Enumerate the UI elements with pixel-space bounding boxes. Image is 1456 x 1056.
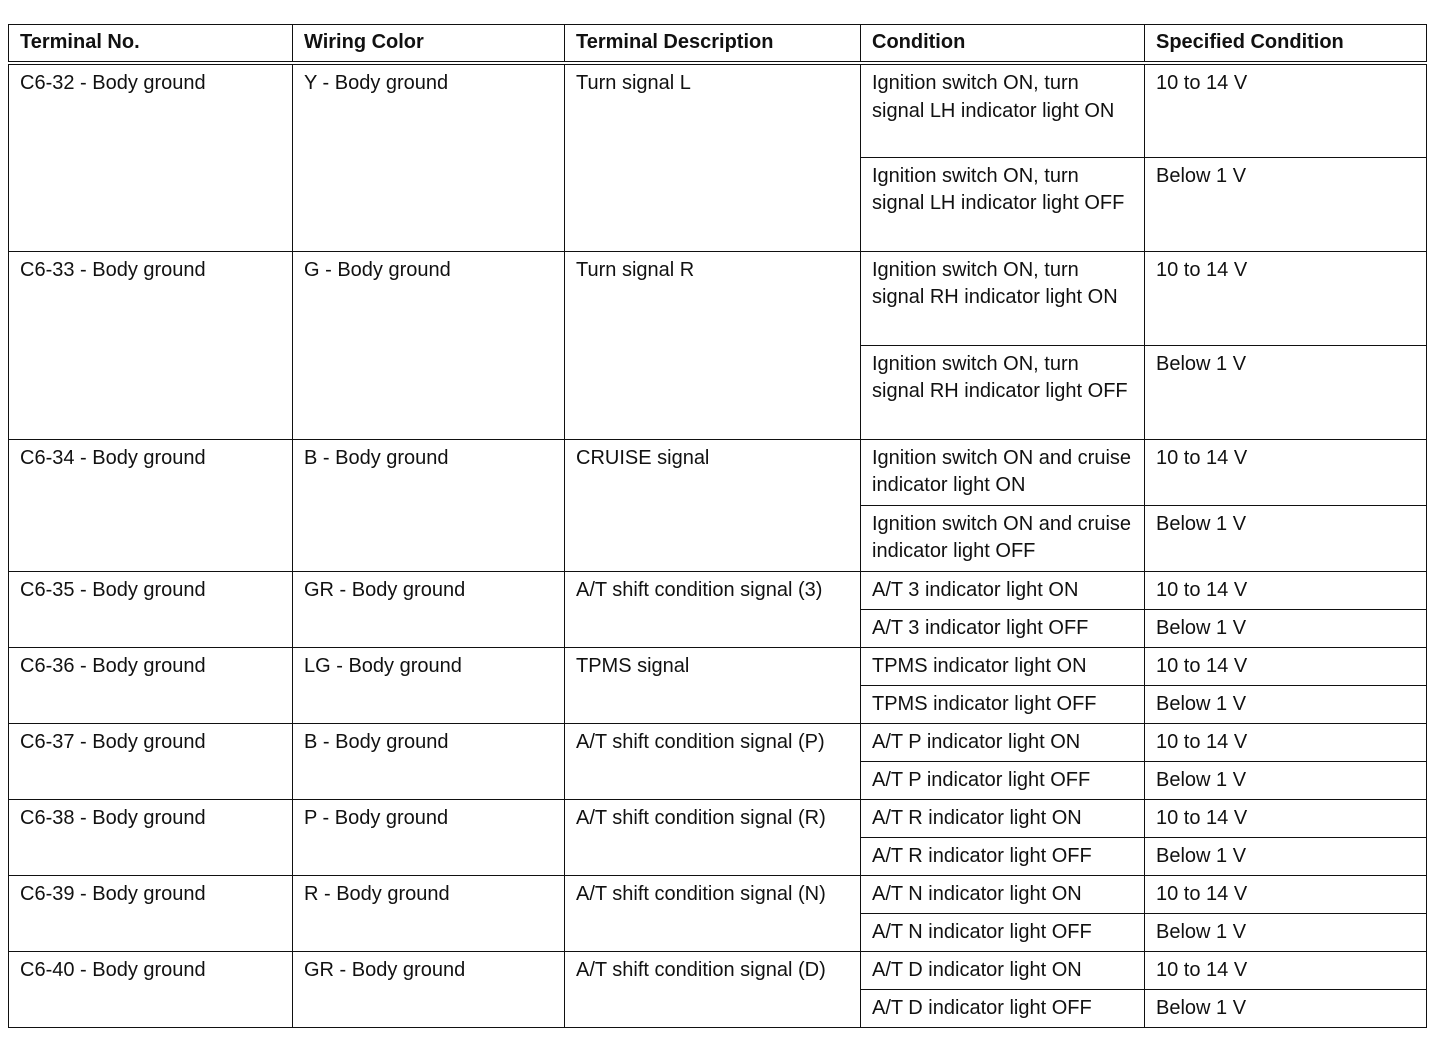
description-cell: TPMS signal	[565, 647, 861, 723]
specified-condition-cell: 10 to 14 V	[1145, 647, 1427, 685]
header-wiring-color: Wiring Color	[293, 25, 565, 64]
description-cell: Turn signal L	[565, 63, 861, 251]
header-row	[9, 25, 1427, 64]
header-terminal-no: Terminal No.	[9, 25, 293, 64]
condition-cell: A/T P indicator light ON	[861, 723, 1145, 761]
description-cell: Turn signal R	[565, 251, 861, 439]
condition-cell: A/T 3 indicator light OFF	[861, 609, 1145, 647]
wiring-color-cell: P - Body ground	[293, 799, 565, 875]
table-row	[9, 251, 1427, 345]
terminal-cell: C6-34 - Body ground	[9, 439, 293, 571]
wiring-color-cell: R - Body ground	[293, 875, 565, 951]
specified-condition-cell: 10 to 14 V	[1145, 951, 1427, 989]
table-row	[9, 799, 1427, 837]
description-cell: A/T shift condition signal (R)	[565, 799, 861, 875]
condition-cell: TPMS indicator light OFF	[861, 685, 1145, 723]
terminal-cell: C6-33 - Body ground	[9, 251, 293, 439]
table-row	[9, 63, 1427, 157]
condition-cell: A/T R indicator light ON	[861, 799, 1145, 837]
condition-cell: Ignition switch ON, turn signal RH indicator light ON	[861, 251, 1145, 345]
terminal-cell: C6-37 - Body ground	[9, 723, 293, 799]
condition-cell: A/T R indicator light OFF	[861, 837, 1145, 875]
header-terminal-description: Terminal Description	[565, 25, 861, 64]
condition-cell: A/T 3 indicator light ON	[861, 571, 1145, 609]
specified-condition-cell: 10 to 14 V	[1145, 875, 1427, 913]
table-row	[9, 951, 1427, 989]
specified-condition-cell: Below 1 V	[1145, 345, 1427, 439]
specified-condition-cell: Below 1 V	[1145, 685, 1427, 723]
condition-cell: A/T D indicator light ON	[861, 951, 1145, 989]
condition-cell: A/T N indicator light OFF	[861, 913, 1145, 951]
specified-condition-cell: Below 1 V	[1145, 913, 1427, 951]
header-condition: Condition	[861, 25, 1145, 64]
specified-condition-cell: 10 to 14 V	[1145, 439, 1427, 505]
description-cell: A/T shift condition signal (P)	[565, 723, 861, 799]
terminal-cell: C6-35 - Body ground	[9, 571, 293, 647]
specified-condition-cell: 10 to 14 V	[1145, 723, 1427, 761]
wiring-color-cell: Y - Body ground	[293, 63, 565, 251]
condition-cell: Ignition switch ON and cruise indicator light OFF	[861, 505, 1145, 571]
specified-condition-cell: Below 1 V	[1145, 989, 1427, 1027]
table-row	[9, 723, 1427, 761]
terminal-cell: C6-39 - Body ground	[9, 875, 293, 951]
terminal-spec-table	[8, 24, 1427, 1028]
specified-condition-cell: 10 to 14 V	[1145, 571, 1427, 609]
condition-cell: TPMS indicator light ON	[861, 647, 1145, 685]
terminal-cell: C6-40 - Body ground	[9, 951, 293, 1027]
table-row	[9, 647, 1427, 685]
wiring-color-cell: GR - Body ground	[293, 571, 565, 647]
terminal-cell: C6-32 - Body ground	[9, 63, 293, 251]
specified-condition-cell: Below 1 V	[1145, 157, 1427, 251]
description-cell: A/T shift condition signal (N)	[565, 875, 861, 951]
specified-condition-cell: Below 1 V	[1145, 761, 1427, 799]
terminal-cell: C6-36 - Body ground	[9, 647, 293, 723]
wiring-color-cell: B - Body ground	[293, 439, 565, 571]
wiring-color-cell: B - Body ground	[293, 723, 565, 799]
wiring-color-cell: G - Body ground	[293, 251, 565, 439]
specified-condition-cell: Below 1 V	[1145, 609, 1427, 647]
condition-cell: A/T P indicator light OFF	[861, 761, 1145, 799]
condition-cell: Ignition switch ON, turn signal LH indicator light OFF	[861, 157, 1145, 251]
description-cell: A/T shift condition signal (D)	[565, 951, 861, 1027]
header-specified-condition: Specified Condition	[1145, 25, 1427, 64]
table-row	[9, 875, 1427, 913]
specified-condition-cell: 10 to 14 V	[1145, 251, 1427, 345]
specified-condition-cell: Below 1 V	[1145, 837, 1427, 875]
description-cell: A/T shift condition signal (3)	[565, 571, 861, 647]
terminal-cell: C6-38 - Body ground	[9, 799, 293, 875]
table-row	[9, 571, 1427, 609]
specified-condition-cell: 10 to 14 V	[1145, 799, 1427, 837]
wiring-color-cell: LG - Body ground	[293, 647, 565, 723]
condition-cell: A/T D indicator light OFF	[861, 989, 1145, 1027]
table-row	[9, 439, 1427, 505]
specified-condition-cell: Below 1 V	[1145, 505, 1427, 571]
specified-condition-cell: 10 to 14 V	[1145, 63, 1427, 157]
condition-cell: Ignition switch ON, turn signal RH indicator light OFF	[861, 345, 1145, 439]
wiring-color-cell: GR - Body ground	[293, 951, 565, 1027]
condition-cell: A/T N indicator light ON	[861, 875, 1145, 913]
description-cell: CRUISE signal	[565, 439, 861, 571]
condition-cell: Ignition switch ON and cruise indicator light ON	[861, 439, 1145, 505]
condition-cell: Ignition switch ON, turn signal LH indicator light ON	[861, 63, 1145, 157]
